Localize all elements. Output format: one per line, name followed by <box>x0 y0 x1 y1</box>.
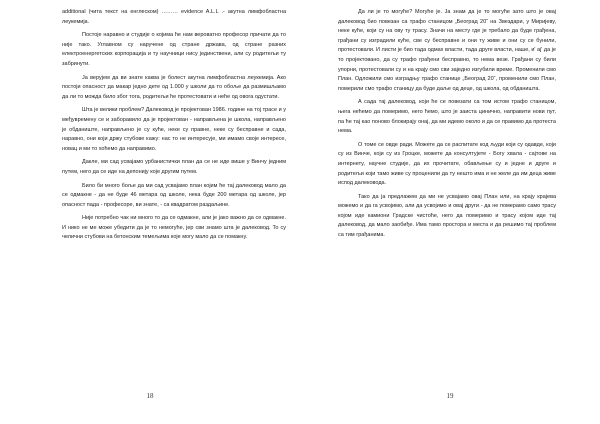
paragraph: Било би много боље да ми сад усвајамо план којим ће тај далековод мало да се одмакне - да не буде 46 метара од школе, нека буде 200 метара од школе, јер опасност пада - професоре, ви знате, - са квадратом раздаљине. <box>62 182 286 208</box>
paragraph: additional (чита текст на енглеском) ……… evidence A.L.L .- акутна лимфобластна леукемија. <box>62 9 286 25</box>
page-number: 19 <box>446 392 454 400</box>
paragraph: О томе се овде ради. Можете да се распитате код људи који су одавде, који су из Винче, који су из Гроцке, можете да консултујете - Богу хвала - сајтове на интернету, научне студије, да их прочитате, обављење су и једне и друге и родитељи који тамо живе су проценили да ту нешто има и не желе да им деца живе испод далековода. <box>338 141 556 187</box>
page-number: 18 <box>146 392 154 400</box>
paragraph: Да ли је то могуће? Могуће је. Ја знам да је то могуће зато што је овај далековод био повезан са трафо станицом „Београд 20“ на Звездари, у Миријеву, неке куће, који су на ову ту трасу. Значи на месту где је требало да буде грађена, грађани су изградили куће, све су бесправне и они ту живе и они су се бунили, протестовали. И листи је био тада одмах власти, тада друге власти, наше, и' ај' да је то пројектовано, да су трафо грађени бесправно, то нема везе. Грађани су били упорни, протестовали су и на крају смо сви заједно изгубили време. Променили смо План. Одложили смо изградњу трафо станице „Београд 20“, променили смо План, померили смо трафо станицу да буде даље од деце, од школа, од обданишта. <box>338 9 556 92</box>
paragraph: Тако да ја предлажем да ми не усвајамо овај План или, на крају крајева можемо и да га усвојимо, али да усвојимо и овај други - да не померамо само трасу којом иде камиони Градске чистоће, него да померимо и трасу којом иде тај далековод, да мало заобиђе. Има тамо простора и места и да решимо тај проблем са тим грађанима. <box>338 193 556 239</box>
paragraph: Ја верујем да ви знате каква је болест акутна лимфобластна леукемија. Ако постоји опасност да макар једно дете од 1.000 у школи да то обоље да размишљамо да ли то можда било због тога, родитељи ће протестовати и неће од овога одустати. <box>62 74 286 100</box>
paragraph: Постоје наравно и студије о којима ће нам вероватно професор причати да то није тако. Углавном су наручене од стране држава, од стране разних електроенергетских корпорација и ту научници нису јединствени, али су родитељи ту забринути. <box>62 32 286 67</box>
paragraph: Дакле, ми сад усвајамо урбанистички план да се не иде више у Винчу једним путем, него да се иде на депонију које другим путем. <box>62 159 286 175</box>
paragraph: Шта је велики проблем? Далековод је пројектован 1986. године на тој трасе и у међувремену се и заборавило да је пројектован - направљена је школа, направљено је обданиште, направљено је су куће, неке су правне, неке су бесправне и сада, наравно, они који држу стубове кажу: нас то не интересује, ми имамо своје интересе, новац и ми то хоћемо да направимо. <box>62 107 286 152</box>
paragraph: Није потребно чак ни много то да се одмакне, али је јако важно да се одмакне. И нико не ме може убедити да је то немогуће, јер сви знамо шта је далековод. То су челични стубови на бетонским темељима које могу мало да се помакну. <box>62 215 286 241</box>
right-page <box>300 0 600 424</box>
paragraph: А сада тај далековод, који ће се повезати са том истом трафо станицом, њега нећемо да померимо, него ћемо, што је заиста цинично, направити нови пут, па ће тај као поново блокирају онај, да ми идемо около и да се правимо да протеста нема. <box>338 99 556 135</box>
